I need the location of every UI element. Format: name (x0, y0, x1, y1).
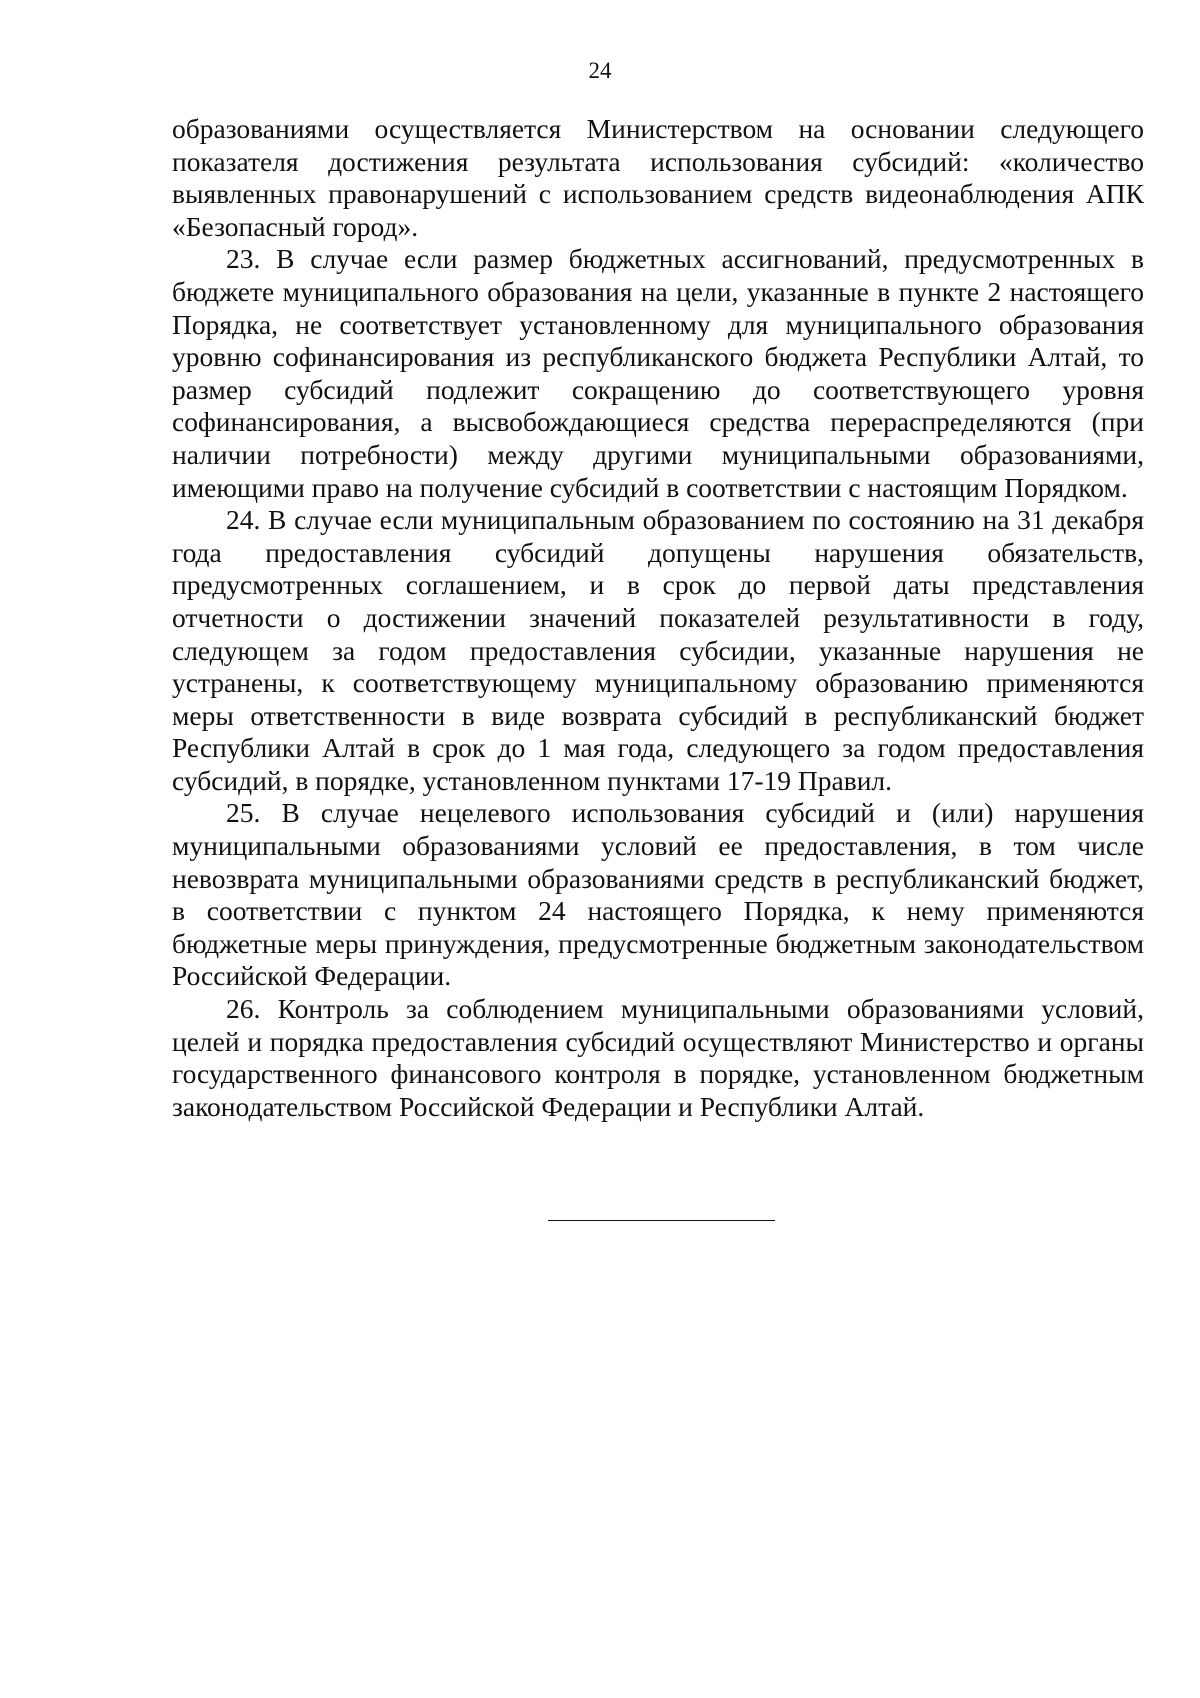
paragraph-continuation: образованиями осуществляется Министерством на основании следующего показателя достижения результата использования субсидий: «количество выявленных правонарушений с использованием средств видеонаблюдения АПК «Безопасный город». (172, 113, 1144, 242)
closing-divider-line (548, 1220, 775, 1221)
paragraph-25: 25. В случае нецелевого использования субсидий и (или) нарушения муниципальными образованиями условий ее предоставления, в том числе невозврата муниципальными образованиями средств в республиканский бюджет, в соответствии с пунктом 24 настоящего Порядка, к нему применяются бюджетные меры принуждения, предусмотренные бюджетным законодательством Российской Федерации. (172, 797, 1144, 992)
paragraph-24: 24. В случае если муниципальным образованием по состоянию на 31 декабря года предоставления субсидий допущены нарушения обязательств, предусмотренных соглашением, и в срок до первой даты представления отчетности о достижении значений показателей результативности в году, следующем за годом предоставления субсидии, указанные нарушения не устранены, к соответствующему муниципальному образованию применяются меры ответственности в виде возврата субсидий в республиканский бюджет Республики Алтай в срок до 1 мая года, следующего за годом предоставления субсидий, в порядке, установленном пунктами 17-19 Правил. (172, 504, 1144, 796)
paragraph-23: 23. В случае если размер бюджетных ассигнований, предусмотренных в бюджете муниципального образования на цели, указанные в пункте 2 настоящего Порядка, не соответствует установленному для муниципального образования уровню софинансирования из республиканского бюджета Республики Алтай, то размер субсидий подлежит сокращению до соответствующего уровня софинансирования, а высвобождающиеся средства перераспределяются (при наличии потребности) между другими муниципальными образованиями, имеющими право на получение субсидий в соответствии с настоящим Порядком. (172, 243, 1144, 503)
page-number: 24 (588, 58, 612, 83)
paragraph-26: 26. Контроль за соблюдением муниципальными образованиями условий, целей и порядка предоставления субсидий осуществляют Министерство и органы государственного финансового контроля в порядке, установленном бюджетным законодательством Российской Федерации и Республики Алтай. (172, 993, 1144, 1122)
document-body (172, 113, 1144, 1123)
